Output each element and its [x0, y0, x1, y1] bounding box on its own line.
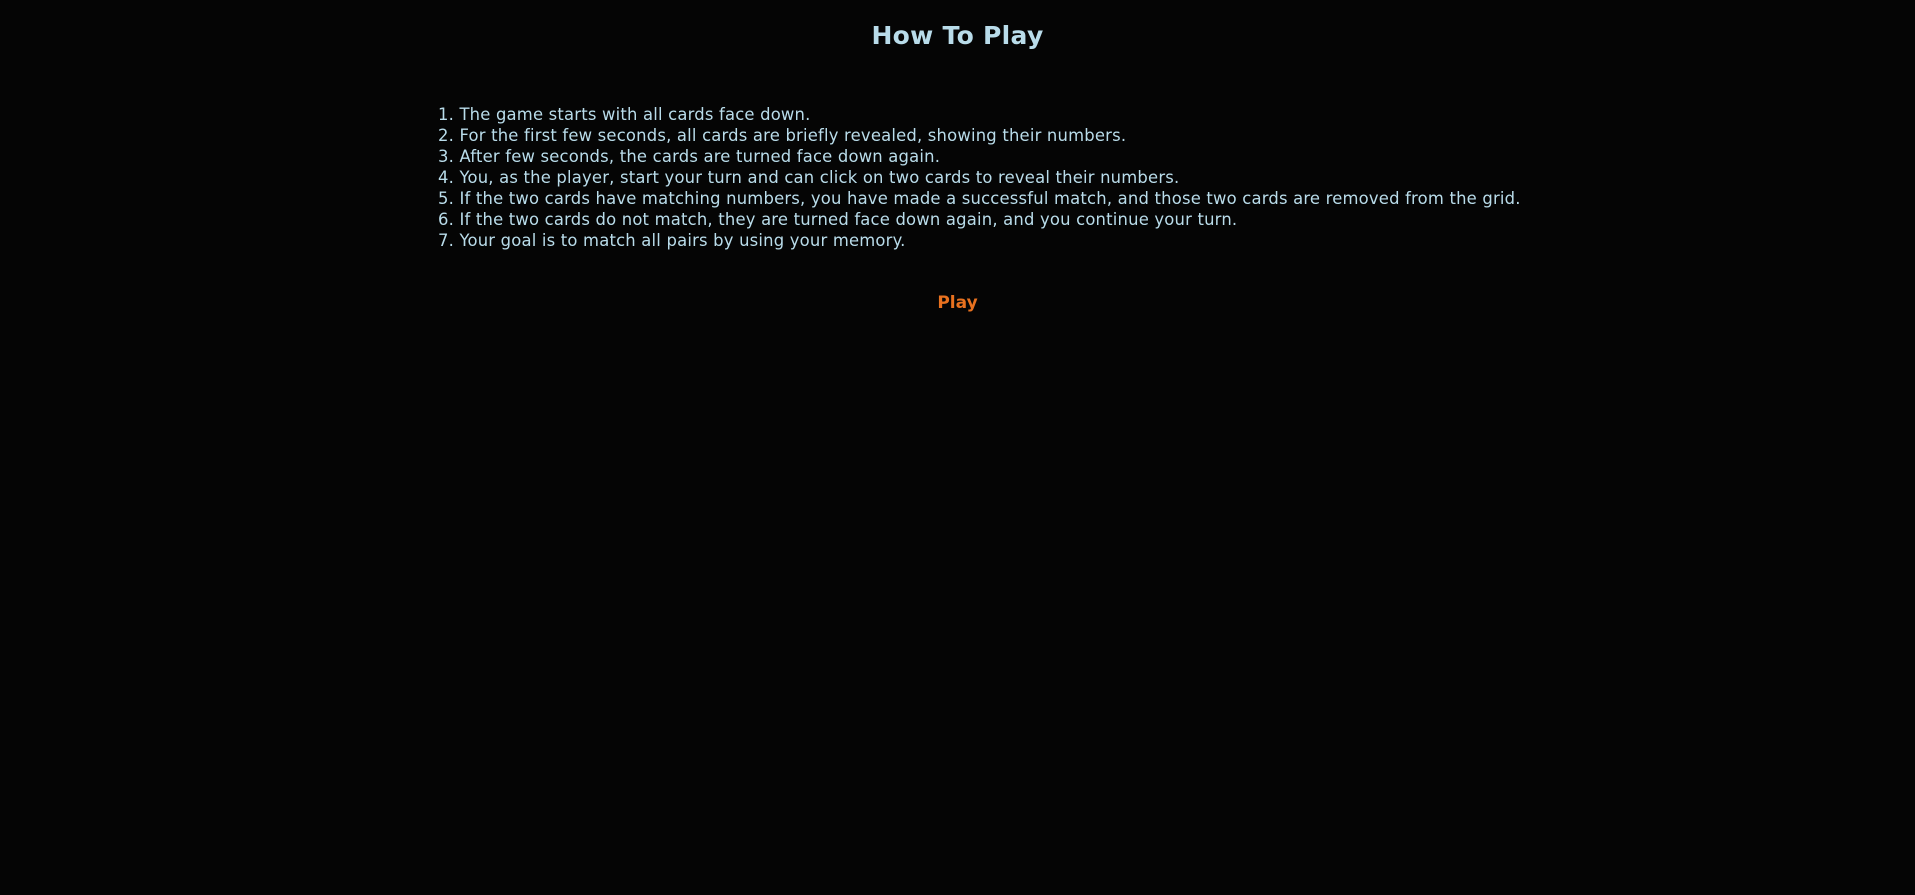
- rule-item: 5. If the two cards have matching numbers, you have made a successful match, and those two cards are removed from the grid.: [438, 189, 1521, 208]
- rule-item: 4. You, as the player, start your turn and can click on two cards to reveal their numbers.: [438, 168, 1180, 187]
- rule-item: 1. The game starts with all cards face down.: [438, 105, 811, 124]
- rule-item: 6. If the two cards do not match, they are turned face down again, and you continue your turn.: [438, 210, 1238, 229]
- rule-item: 7. Your goal is to match all pairs by using your memory.: [438, 231, 906, 250]
- page-title: How To Play: [871, 21, 1044, 50]
- rules-list: [438, 104, 1521, 251]
- play-button-row: [0, 290, 1915, 316]
- rule-item: 2. For the first few seconds, all cards are briefly revealed, showing their numbers.: [438, 126, 1127, 145]
- play-button[interactable]: Play: [937, 293, 978, 313]
- rule-item: 3. After few seconds, the cards are turned face down again.: [438, 147, 941, 166]
